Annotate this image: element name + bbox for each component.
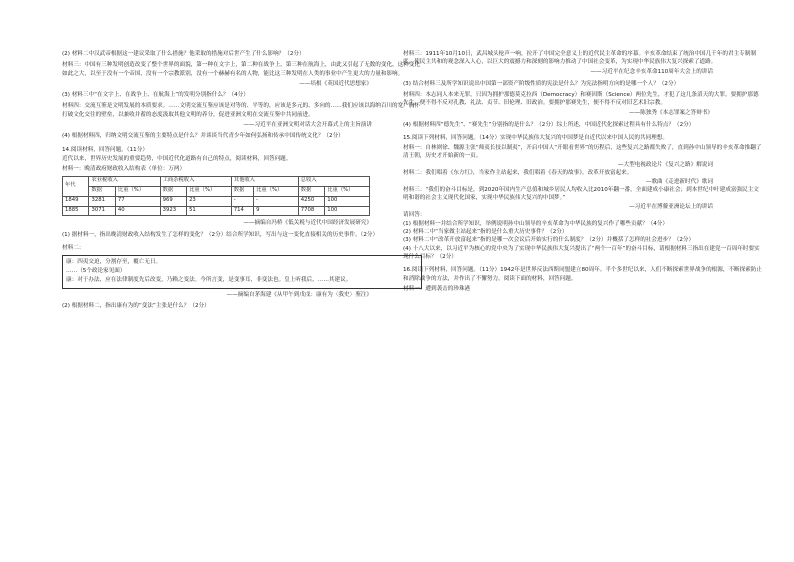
- table-cell: 3281: [89, 196, 115, 206]
- table-source: ——摘编自冯桥《低关税与近代中国经济发展研究》: [243, 220, 372, 227]
- table-cell: 9: [254, 206, 299, 216]
- table-cell: 1849: [63, 196, 89, 206]
- table-row: [63, 196, 370, 206]
- table-cell: 3923: [160, 206, 186, 216]
- table-subheader: 比重（%）: [325, 186, 370, 196]
- box-line: 康：四夷交迫，分割存至，覆亡无日。: [66, 258, 162, 265]
- left-material-3-source: ——培根《英国近代思想家》: [299, 80, 372, 87]
- left-question-4: (4) 根据材料四，归纳文明交流互鉴的主要特点是什么？并谈谈当代青少年如何弘扬和传承中国传统文化？（2分）: [62, 133, 344, 140]
- box-source: ——摘编自茅海建《从甲午到戊戌：康有为〈我史〉鉴注》: [226, 291, 372, 298]
- table-cell: 714: [231, 206, 253, 216]
- table-header-year: 年代: [63, 176, 89, 196]
- table-cell: -: [231, 196, 253, 206]
- table-subheader: 数据: [231, 186, 253, 196]
- table-subheader: 数据: [89, 186, 115, 196]
- table-cell: 7708: [298, 206, 324, 216]
- question-15-prompt: 请回答：: [403, 212, 426, 219]
- question-15-heading: 15.阅读下列材料，回答问题。（14分）实现中华民族伟大复兴的中国梦是自近代以来中国人民的共同理想。: [403, 135, 668, 142]
- question-15-part-2: (2) 材料二中“当家做主站起来”指的是什么重大历史事件？（2分）: [403, 228, 568, 235]
- left-question-2: (2) 材料二中汉武帝根据这一建议采取了什么措施？他采取的措施对后世产生了什么影响？（2分）: [62, 51, 305, 57]
- table-cell: 51: [187, 206, 232, 216]
- question-15-material-3: 材料三：“我们的奋斗目标是，到2020年国内生产总值和城乡居民人均收入比2010年翻一番，全面建成小康社会；到本世纪中叶建成富强民主文明和谐的社会主义现代化国家，实现中华民族伟大复兴的中国梦。”: [403, 186, 759, 202]
- right-material-4-source: ——陈独秀《本志罪案之答辩书》: [629, 110, 713, 117]
- table-subheader: 数据: [298, 186, 324, 196]
- right-material-3: 材料三：1911年10月10日，武昌城头枪声一响，拉开了中国完全意义上的近代民主革命的序幕。辛亥革命结束了统治中国几千年的君主专制制度，使民主共和的观念深入人心，以巨大的震撼力和深刻的影响力推动了中国社会变革，为实现中华民族伟大复兴探索了道路。: [403, 51, 756, 66]
- table-cell: 1885: [63, 206, 89, 216]
- left-material-4-source: ——习近平在亚洲文明对话大会开幕式上的主旨演讲: [243, 121, 372, 128]
- right-question-4: (4) 根据材料四“德先生”、“赛先生”分别指的是什么？（2分）综上所述，中国近代化探索过程具有什么特点？（2分）: [403, 121, 695, 128]
- question-15-part-3: (3) 材料二中“改革开放富起来”指的是哪一次会议后开始实行的什么制度？（2分）并概括了怎样的社会进步？（2分）: [403, 237, 695, 244]
- question-16-material-1: 材料一：遭到袭击的珍珠港: [403, 285, 471, 292]
- table-cell: 4250: [298, 196, 324, 206]
- table-cell: 40: [115, 206, 160, 216]
- table-header-group: 农业税收入: [89, 176, 160, 186]
- right-material-4: 材料四：本志同人本来无罪，只因为拥护那德莫克拉西（Democracy）和赛因斯（Science）两位先生，才犯了这几条滔天的大罪。要拥护那德先生，便不得不反对孔教、礼法、贞节、旧伦理、旧政治。要拥护那赛先生，便不得不反对旧艺术旧宗教。: [403, 92, 759, 107]
- question-15-material-2: 材料二：我们唱着《东方红》，当家作主站起来，我们唱着《春天的故事》，改革开放富起来。: [403, 170, 633, 177]
- table-subheader: 数据: [160, 186, 186, 196]
- question-15-material-3-source: —习近平在博鳌亚洲论坛上的讲话: [629, 203, 713, 210]
- table-cell: 77: [115, 196, 160, 206]
- table-subheader: 比重（%）: [115, 186, 160, 196]
- table-header-group: 其他收入: [231, 176, 298, 186]
- box-line: 康：对于办法，应在法律制度先后改变，乃赖之变法。今所言变，是变事耳，非变法也。皇上听我后，……其建议。: [66, 277, 352, 284]
- table-cell: 3071: [89, 206, 115, 216]
- question-14-material-1: 材料一：晚清政府财政收入结构表（单位：万两）: [62, 166, 186, 173]
- question-15-part-1: (1) 根据材料一并结合所学知识，举例说明孙中山领导的辛亥革命为中华民族的复兴作了哪些贡献？（4分）: [403, 220, 668, 227]
- left-material-3: 材料三：中国有三种发明创造改变了整个世界的面貌，第一种在文字上，第二种在战争上，第三种在航海上，由此又引起了无数的变化，这种变化如此之大，以至于没有一个帝国，没有一个宗教派别，没有一个赫赫有名的人物，能比这三种发明在人类的事业中产生更大的力量和影响。: [62, 62, 421, 77]
- question-15-part-4: (4) 十八大以来，以习近平为核心的党中央为了实现中华民族伟大复兴提出了“两个一百年”的奋斗目标，请根据材料三指出在建党一百周年时要实现什么目标？（2分）: [403, 245, 760, 261]
- question-15-material-1-source: —大型电视政论片《复兴之路》解说词: [617, 161, 713, 168]
- question-14-material-2: 材料二：: [62, 245, 85, 252]
- table-subheader: 比重（%）: [254, 186, 299, 196]
- left-question-3: (3) 材料三中“在文字上、在战争上、在航海上”的发明分别指什么？（4分）: [62, 92, 249, 99]
- table-subheader-row: [63, 186, 370, 196]
- question-14-heading: 14.阅读材料，回答问题。（11分）: [62, 146, 148, 153]
- question-15-material-2-source: —歌曲《走进新时代》歌词: [645, 178, 713, 185]
- income-table: [62, 176, 370, 217]
- question-14-intro: 近代以来，世界历史发展的重要趋势，中国近代化道路有自己的特点，阅读材料，回答问题。: [62, 156, 292, 163]
- left-material-4: 材料四：交流互鉴是文明发展的本质要求。……文明交流互鉴应该是对等的、平等的，应该是多元的、多向的……我们应该以海纳百川的宽广胸怀打破文化交往的壁垒，以兼收并蓄的态度汲取其他文明的养分，促进亚洲文明在交流互鉴中共同前进。: [62, 103, 421, 118]
- question-15-material-1: 材料一：自林则徐、魏源主张“师夷长技以制夷”，开启中国人“开眼看世界”的历程后，这些复兴之路都失败了，直到孙中山领导的辛亥革命推翻了清王朝，历史才开始新的一页。: [403, 145, 762, 160]
- left-column: [62, 50, 422, 311]
- table-cell: 100: [325, 206, 370, 216]
- right-material-3-source: ——习近平在纪念辛亥革命110周年大会上的讲话: [590, 69, 713, 76]
- table-header-row: [63, 176, 370, 186]
- right-question-3: (3) 结合材料三及所学知识说出中国第一部资产阶级性质的宪法是什么？为宪法指明方向的是哪一个人？（2分）: [403, 80, 680, 87]
- question-14-part-1: (1) 据材料一，指出晚清财政收入结构发生了怎样的变化？（2分）结合所学知识，写出与这一变化直接相关的历史事件。（2分）: [62, 231, 379, 238]
- table-row: [63, 206, 370, 216]
- question-14-part-2: (2) 根据材料二，指出康有为的“变法”主张是什么？（2分）: [62, 303, 210, 310]
- table-cell: 969: [160, 196, 186, 206]
- table-cell: 23: [187, 196, 232, 206]
- table-header-group: 工商杂税收入: [160, 176, 231, 186]
- table-cell: 100: [325, 196, 370, 206]
- table-header-group: 总收入: [298, 176, 369, 186]
- right-column: [403, 50, 763, 293]
- table-subheader: 比重（%）: [187, 186, 232, 196]
- material-2-box: [62, 255, 422, 289]
- table-cell: -: [254, 196, 299, 206]
- box-line: ……（5个政论家见面）: [66, 268, 126, 274]
- question-16-heading: 16.阅读下列材料，回答问题。（11分）1942年是世界反法西斯同盟建立80周年。半个多世纪以来，人们不断探索世界战争的根源，不断探索防止和消除战争的方法，并作出了不懈努力。阅读下面的材料，回答问题。: [403, 267, 763, 282]
